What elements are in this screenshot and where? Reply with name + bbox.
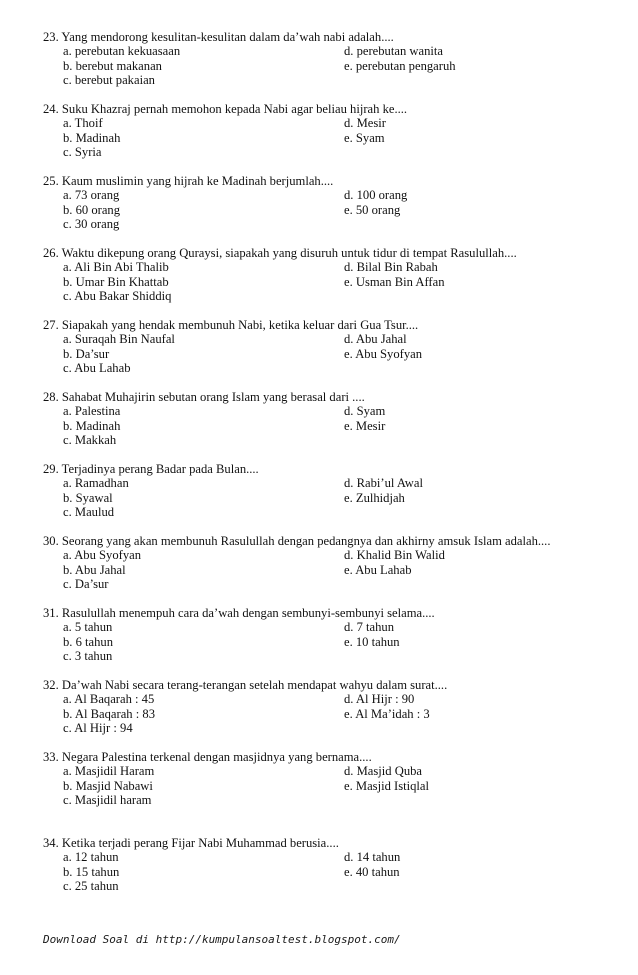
option-b: b. Al Baqarah : 83 xyxy=(63,706,155,721)
option-a: a. Masjidil Haram xyxy=(63,764,155,779)
option-d: d. Khalid Bin Walid xyxy=(344,548,445,563)
answer-options xyxy=(63,548,623,591)
question-stem: 33. Negara Palestina terkenal dengan masjidnya yang bernama.... xyxy=(43,750,372,764)
answer-options xyxy=(63,692,623,735)
answer-options xyxy=(63,850,623,893)
option-c: c. 3 tahun xyxy=(63,649,113,664)
option-d: d. Mesir xyxy=(344,116,386,131)
question-stem: 29. Terjadinya perang Badar pada Bulan.... xyxy=(43,462,259,476)
option-a: a. perebutan kekuasaan xyxy=(63,44,181,59)
answer-options xyxy=(63,476,623,519)
option-c: c. Syria xyxy=(63,145,102,160)
option-c: c. Abu Bakar Shiddiq xyxy=(63,289,172,304)
option-c: c. 25 tahun xyxy=(63,879,119,894)
option-e: e. 40 tahun xyxy=(344,864,400,879)
option-a: a. Thoif xyxy=(63,116,103,131)
option-d: d. 14 tahun xyxy=(344,850,401,865)
option-e: e. Abu Lahab xyxy=(344,562,412,577)
option-a: a. 5 tahun xyxy=(63,620,113,635)
option-a: a. Ali Bin Abi Thalib xyxy=(63,260,169,275)
question-stem: 34. Ketika terjadi perang Fijar Nabi Muhammad berusia.... xyxy=(43,836,339,850)
option-b: b. Da’sur xyxy=(63,346,110,361)
question-stem: 30. Seorang yang akan membunuh Rasulullah dengan pedangnya dan akhirny amsuk Islam adalah.... xyxy=(43,534,551,548)
option-a: a. Ramadhan xyxy=(63,476,129,491)
question-24 xyxy=(43,102,623,160)
answer-options xyxy=(63,620,623,663)
footer-download-link: Download Soal di http://kumpulansoaltest.blogspot.com/ xyxy=(43,933,401,946)
question-stem: 32. Da’wah Nabi secara terang-terangan setelah mendapat wahyu dalam surat.... xyxy=(43,678,448,692)
option-d: d. 7 tahun xyxy=(344,620,395,635)
option-e: e. Syam xyxy=(344,130,385,145)
option-a: a. 73 orang xyxy=(63,188,120,203)
question-stem: 27. Siapakah yang hendak membunuh Nabi, ketika keluar dari Gua Tsur.... xyxy=(43,318,419,332)
option-c: c. Da’sur xyxy=(63,577,109,592)
option-b: b. 60 orang xyxy=(63,202,121,217)
question-stem: 24. Suku Khazraj pernah memohon kepada Nabi agar beliau hijrah ke.... xyxy=(43,102,408,116)
option-d: d. Abu Jahal xyxy=(344,332,407,347)
question-25 xyxy=(43,174,623,232)
answer-options xyxy=(63,116,623,159)
option-c: c. Maulud xyxy=(63,505,115,520)
option-c: c. Masjidil haram xyxy=(63,793,152,808)
option-d: d. 100 orang xyxy=(344,188,408,203)
option-d: d. Masjid Quba xyxy=(344,764,423,779)
question-34 xyxy=(43,836,623,894)
option-b: b. berebut makanan xyxy=(63,58,162,73)
answer-options xyxy=(63,260,623,303)
question-28 xyxy=(43,390,623,448)
option-c: c. Al Hijr : 94 xyxy=(63,721,133,736)
option-e: e. perebutan pengaruh xyxy=(344,58,456,73)
option-b: b. Syawal xyxy=(63,490,113,505)
option-d: d. Syam xyxy=(344,404,386,419)
question-27 xyxy=(43,318,623,376)
option-d: d. perebutan wanita xyxy=(344,44,443,59)
question-26 xyxy=(43,246,623,304)
option-b: b. 6 tahun xyxy=(63,634,114,649)
option-b: b. Madinah xyxy=(63,130,121,145)
option-c: c. berebut pakaian xyxy=(63,73,155,88)
option-b: b. 15 tahun xyxy=(63,864,120,879)
question-32 xyxy=(43,678,623,736)
option-b: b. Abu Jahal xyxy=(63,562,126,577)
option-e: e. Usman Bin Affan xyxy=(344,274,445,289)
option-d: d. Rabi’ul Awal xyxy=(344,476,423,491)
answer-options xyxy=(63,44,623,87)
question-29 xyxy=(43,462,623,520)
question-30 xyxy=(43,534,623,592)
question-stem: 28. Sahabat Muhajirin sebutan orang Islam yang berasal dari .... xyxy=(43,390,365,404)
option-e: e. Masjid Istiqlal xyxy=(344,778,429,793)
option-b: b. Masjid Nabawi xyxy=(63,778,153,793)
question-stem: 31. Rasulullah menempuh cara da’wah dengan sembunyi-sembunyi selama.... xyxy=(43,606,435,620)
option-e: e. Al Ma’idah : 3 xyxy=(344,706,430,721)
option-a: a. Al Baqarah : 45 xyxy=(63,692,155,707)
option-e: e. Mesir xyxy=(344,418,386,433)
option-e: e. 10 tahun xyxy=(344,634,400,649)
question-stem: 25. Kaum muslimin yang hijrah ke Madinah berjumlah.... xyxy=(43,174,334,188)
option-e: e. Abu Syofyan xyxy=(344,346,423,361)
option-c: c. 30 orang xyxy=(63,217,120,232)
option-d: d. Al Hijr : 90 xyxy=(344,692,415,707)
answer-options xyxy=(63,188,623,231)
answer-options xyxy=(63,764,623,807)
option-a: a. Suraqah Bin Naufal xyxy=(63,332,175,347)
question-stem: 26. Waktu dikepung orang Quraysi, siapakah yang disuruh untuk tidur di tempat Rasulullah.... xyxy=(43,246,517,260)
answer-options xyxy=(63,332,623,375)
question-23 xyxy=(43,30,623,88)
question-33 xyxy=(43,750,623,808)
option-a: a. Palestina xyxy=(63,404,121,419)
option-e: e. 50 orang xyxy=(344,202,401,217)
option-c: c. Makkah xyxy=(63,433,117,448)
option-a: a. Abu Syofyan xyxy=(63,548,142,563)
option-b: b. Madinah xyxy=(63,418,121,433)
option-d: d. Bilal Bin Rabah xyxy=(344,260,438,275)
answer-options xyxy=(63,404,623,447)
option-c: c. Abu Lahab xyxy=(63,361,131,376)
question-31 xyxy=(43,606,623,664)
option-e: e. Zulhidjah xyxy=(344,490,405,505)
option-b: b. Umar Bin Khattab xyxy=(63,274,169,289)
question-stem: 23. Yang mendorong kesulitan-kesulitan dalam da’wah nabi adalah.... xyxy=(43,30,394,44)
option-a: a. 12 tahun xyxy=(63,850,119,865)
